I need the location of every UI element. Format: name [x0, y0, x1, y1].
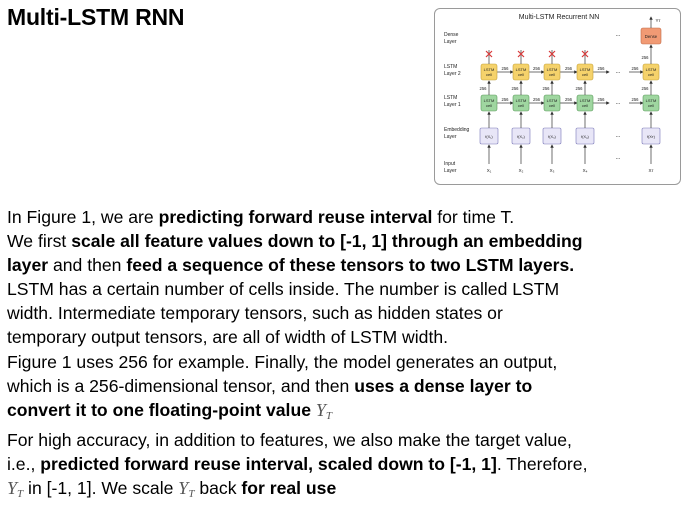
paragraph-line-5: width. Intermediate temporary tensors, such as hidden states or: [7, 303, 503, 324]
paragraph-line-4: LSTM has a certain number of cells inside. The number is called LSTM: [7, 279, 560, 300]
width-label: 256: [565, 66, 572, 71]
lstm-cell-label: cell: [581, 103, 589, 108]
lstm-cell-label: cell: [517, 72, 525, 77]
row-label-lstm1: Layer 1: [444, 102, 461, 108]
lstm-cell-label: cell: [548, 72, 556, 77]
embedding-label: f(X₁): [485, 135, 493, 139]
paragraph-line-2: We first scale all feature values down to [-1, 1] through an embedding: [7, 231, 583, 252]
width-label: 256: [641, 55, 649, 60]
input-label: X₂: [518, 168, 524, 173]
ellipsis-dots: ...: [615, 155, 621, 161]
row-label-embed: Embedding: [444, 127, 470, 133]
lstm-cell-label: LSTM: [645, 98, 657, 103]
lstm-diagram: [435, 9, 680, 184]
y-t-symbol: $Y_T$: [7, 478, 24, 501]
paragraph-line-9: convert it to one floating-point value $Y_T$: [7, 399, 333, 422]
row-label-lstm2: LSTM: [444, 64, 458, 70]
width-label: 256: [565, 97, 572, 102]
y-t-symbol: $Y_T$: [315, 399, 333, 422]
input-label: X₁: [486, 168, 492, 173]
lstm-cell-label: cell: [647, 103, 655, 108]
width-label: 256: [533, 66, 540, 71]
row-label-lstm1: LSTM: [444, 95, 458, 101]
body-text: [7, 205, 683, 506]
lstm-cell-label: cell: [548, 103, 556, 108]
lstm-cell-label: cell: [647, 72, 655, 77]
paragraph-line-1: In Figure 1, we are predicting forward reuse interval for time T.: [7, 207, 515, 227]
lstm-cell-label: LSTM: [546, 98, 558, 103]
row-label-dense: Layer: [444, 39, 457, 45]
width-label: 256: [501, 66, 509, 71]
embedding-label: f(Xт): [647, 135, 655, 139]
width-label: 256: [533, 97, 540, 102]
row-label-input: Input: [444, 161, 456, 167]
width-label: 256: [631, 66, 639, 71]
width-label: 256: [542, 86, 550, 91]
lstm-cell-label: cell: [485, 103, 493, 108]
y-t-symbol: $Y_T$: [178, 478, 195, 501]
paragraph-line-8: which is a 256-dimensional tensor, and then uses a dense layer to: [7, 375, 533, 396]
paragraph-line-10: For high accuracy, in addition to features, we also make the target value,: [7, 429, 572, 450]
width-label: 256: [501, 97, 509, 102]
lstm-cell-label: LSTM: [546, 67, 558, 72]
diagram-title: Multi-LSTM Recurrent NN: [518, 14, 600, 21]
embedding-label: f(X₄): [581, 135, 589, 139]
embedding-label: f(X₃): [548, 135, 556, 139]
dense-label: Dense: [644, 34, 658, 39]
input-label: Xт: [648, 168, 654, 173]
width-label: 256: [511, 86, 519, 91]
lstm-diagram-figure: [434, 8, 681, 185]
width-label: 256: [479, 86, 487, 91]
ellipsis-dots: ...: [615, 32, 621, 38]
lstm-cell-label: LSTM: [515, 98, 527, 103]
paragraph-line-3: layer and then feed a sequence of these tensors to two LSTM layers.: [7, 255, 575, 276]
paragraph-line-7: Figure 1 uses 256 for example. Finally, the model generates an output,: [7, 351, 558, 372]
input-label: X₄: [582, 168, 588, 173]
width-label: 256: [631, 97, 639, 102]
width-label: 256: [575, 86, 583, 91]
lstm-cell-label: cell: [485, 72, 493, 77]
width-label: 256: [641, 86, 649, 91]
ellipsis-dots: ...: [615, 69, 621, 75]
embedding-label: f(X₂): [517, 135, 525, 139]
lstm-cell-label: LSTM: [579, 98, 591, 103]
width-label: 256: [597, 66, 605, 71]
row-label-lstm2: Layer 2: [444, 71, 461, 77]
output-label: Yт: [655, 18, 661, 23]
lstm-cell-label: LSTM: [515, 67, 527, 72]
lstm-cell-label: LSTM: [579, 67, 591, 72]
width-label: 256: [597, 97, 605, 102]
ellipsis-dots: ...: [615, 133, 621, 139]
paragraph-line-6: temporary output tensors, are all of width of LSTM width.: [7, 327, 449, 348]
lstm-cell-label: LSTM: [645, 67, 657, 72]
row-label-dense: Dense: [444, 32, 459, 38]
lstm-cell-label: LSTM: [483, 98, 495, 103]
lstm-cell-label: cell: [517, 103, 525, 108]
slide-title: Multi-LSTM RNN: [7, 4, 185, 30]
row-label-embed: Layer: [444, 134, 457, 140]
paragraph-line-11: i.e., predicted forward reuse interval, scaled down to [-1, 1]. Therefore,: [7, 453, 588, 474]
lstm-cell-label: LSTM: [483, 67, 495, 72]
lstm-cell-label: cell: [581, 72, 589, 77]
row-label-input: Layer: [444, 168, 457, 174]
input-label: X₃: [549, 168, 555, 173]
ellipsis-dots: ...: [615, 100, 621, 106]
paragraph-line-12: $Y_T$ in [-1, 1]. We scale $Y_T$ back for real use: [7, 478, 337, 501]
